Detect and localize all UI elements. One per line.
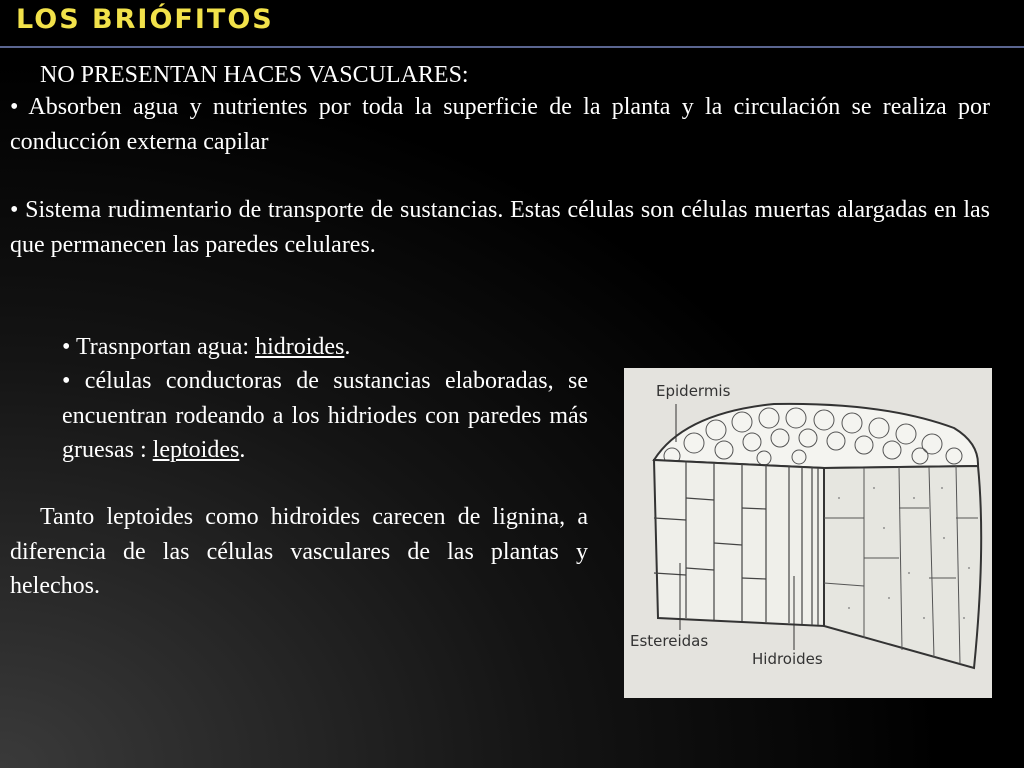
label-estereidas: Estereidas — [630, 632, 709, 650]
title-divider — [0, 46, 1024, 48]
sub-bullet-leptoids — [62, 364, 588, 468]
label-hidroides: Hidroides — [752, 650, 823, 668]
term-hidroides: hidroides — [255, 334, 345, 360]
heading-text: NO PRESENTAN HACES VASCULARES: — [40, 62, 469, 88]
sub-bullet-hydroids — [62, 330, 592, 365]
bullet-transport-system: • Sistema rudimentario de transporte de sustancias. Estas células son células muertas alargadas en las que permanecen las paredes celulares. — [10, 197, 990, 258]
closing-paragraph: Tanto leptoides como hidroides carecen de lignina, a diferencia de las células vasculares de las plantas y helechos. — [10, 504, 588, 599]
term-leptoides: leptoides — [152, 437, 240, 463]
bullet-absorption: • Absorben agua y nutrientes por toda la superficie de la planta y la circulación se realiza por conducción externa capilar — [10, 94, 990, 155]
sub-bullet-hydroids-prefix: • Trasnportan agua: — [62, 334, 256, 360]
sub-bullet-leptoids-suffix: . — [239, 437, 246, 463]
sub-bullet-leptoids-prefix: • células conductoras de sustancias elaboradas, se encuentran rodeando a los hidriodes con paredes más gruesas : — [62, 368, 588, 463]
sub-bullet-hydroids-suffix: . — [344, 334, 351, 360]
bryophyte-stem-illustration — [624, 368, 992, 698]
label-epidermis: Epidermis — [656, 382, 731, 400]
slide-title: LOS BRIÓFITOS — [16, 4, 274, 35]
